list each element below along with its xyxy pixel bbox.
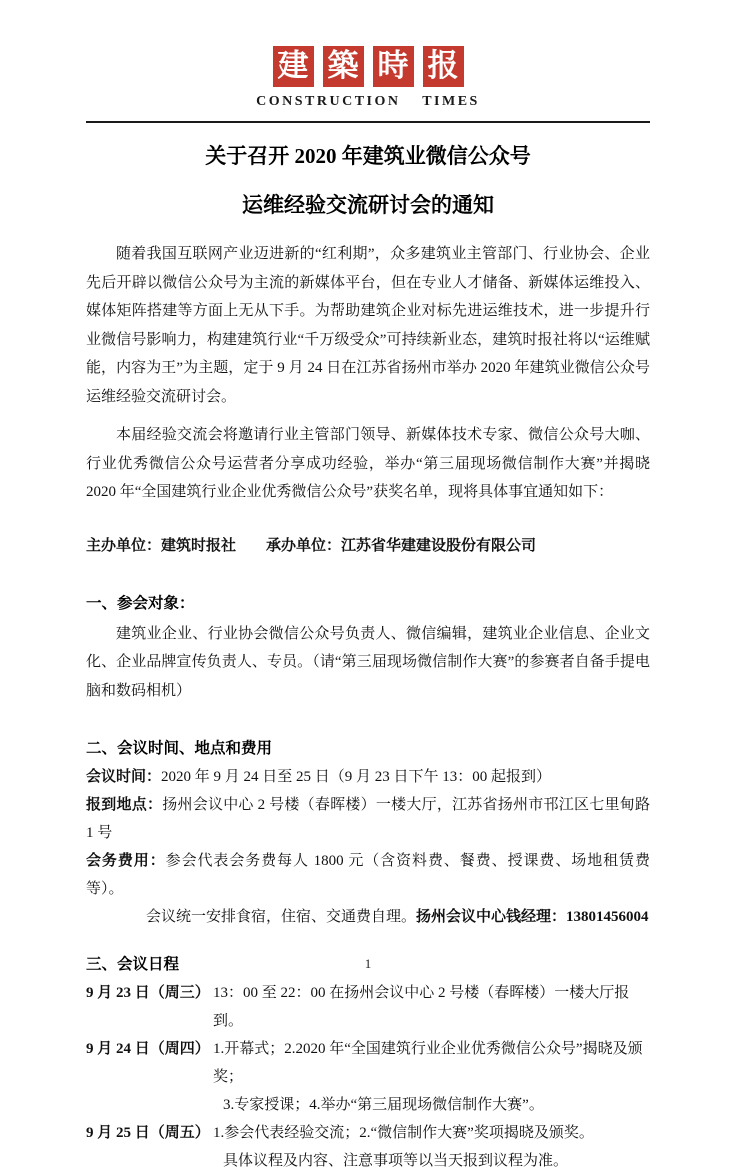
document-title-line1: 关于召开 2020 年建筑业微信公众号 [205, 144, 531, 168]
newspaper-logo [0, 0, 736, 87]
host-label: 主办单位： [86, 537, 162, 554]
document-title [86, 140, 650, 219]
logo-character-icon: 报 [423, 46, 464, 87]
schedule-note: 具体议程及内容、注意事项等以当天报到议程为准。 [223, 1153, 569, 1169]
logo-character-icon: 時 [373, 46, 414, 87]
conference-fee-value: 参会代表会务费每人 1800 元（含资料费、餐费、授课费、场地租赁费等）。 [86, 853, 650, 897]
schedule-row [86, 979, 650, 1035]
conference-fee-label: 会务费用： [86, 853, 166, 869]
lodging-note: 会议统一安排食宿，住宿、交通费自理。 [146, 909, 417, 925]
organizers-line [86, 532, 650, 560]
page-footer [0, 956, 736, 972]
contact-phone: 扬州会议中心钱经理：13801456004 [416, 909, 649, 925]
schedule-activity: 1.参会代表经验交流；2.“微信制作大赛”奖项揭晓及颁奖。 [213, 1125, 594, 1141]
schedule-row [86, 1091, 650, 1119]
masthead-divider [86, 121, 650, 123]
logo-english-name: CONSTRUCTION TIMES [256, 94, 480, 109]
checkin-location-line [86, 791, 650, 847]
checkin-location-label: 报到地点： [86, 797, 163, 813]
document-title-line2: 运维经验交流研讨会的通知 [242, 193, 494, 217]
section1-body: 建筑业企业、行业协会微信公众号负责人、微信编辑，建筑业企业信息、企业文化、企业品牌宣传负责人、专员。（请“第三届现场微信制作大赛”的参赛者自备手提电脑和数码相机） [86, 625, 650, 699]
schedule-activity: 1.开幕式；2.2020 年“全国建筑行业企业优秀微信公众号”揭晓及颁奖； [213, 1041, 643, 1085]
host-name: 建筑时报社 [161, 537, 237, 554]
undertaker-name: 江苏省华建建设股份有限公司 [341, 537, 537, 554]
schedule-date: 9 月 24 日（周四） [86, 1041, 210, 1057]
lodging-note-line [86, 903, 650, 931]
undertaker-label: 承办单位： [266, 537, 342, 554]
intro-paragraph-2: 本届经验交流会将邀请行业主管部门领导、新媒体技术专家、微信公众号大咖、行业优秀微信公众号运营者分享成功经验，举办“第三届现场微信制作大赛”并揭晓 2020 年“全国建筑行业企业优秀微信公众号”获奖名单，现将具体事宜通知如下： [86, 427, 650, 500]
schedule-date: 9 月 25 日（周五） [86, 1125, 210, 1141]
schedule-activity: 3.专家授课；4.举办“第三届现场微信制作大赛”。 [223, 1097, 544, 1113]
page-number: 1 [364, 956, 372, 971]
logo-character-icon: 築 [323, 46, 364, 87]
meeting-time-line [86, 763, 650, 791]
conference-fee-line [86, 847, 650, 903]
section2-heading: 二、会议时间、地点和费用 [86, 740, 273, 757]
logo-character-icon: 建 [273, 46, 314, 87]
section3-heading: 三、会议日程 [86, 956, 180, 973]
meeting-time-label: 会议时间： [86, 769, 162, 785]
schedule-row [86, 1035, 650, 1091]
schedule-date: 9 月 23 日（周三） [86, 985, 210, 1001]
section1-heading: 一、参会对象： [86, 594, 195, 612]
meeting-time-value: 2020 年 9 月 24 日至 25 日（9 月 23 日下午 13：00 起报到） [161, 769, 552, 785]
intro-paragraph-1: 随着我国互联网产业迈进新的“红利期”，众多建筑业主管部门、行业协会、企业先后开辟以微信公众号为主流的新媒体平台，但在专业人才储备、新媒体运维投入、媒体矩阵搭建等方面上无从下手。为帮助建筑企业对标先进运维技术，进一步提升行业微信号影响力，构建建筑行业“千万级受众”可持续新业态，建筑时报社将以“运维赋能，内容为王”为主题，定于 9 月 24 日在江苏省扬州市举办 2020 年建筑业微信公众号运维经验交流研讨会。 [86, 246, 650, 405]
schedule-activity: 13：00 至 22：00 在扬州会议中心 2 号楼（春晖楼）一楼大厅报到。 [213, 985, 630, 1029]
schedule-row [86, 1119, 650, 1147]
checkin-location-value: 扬州会议中心 2 号楼（春晖楼）一楼大厅，江苏省扬州市邗江区七里甸路 1 号 [86, 797, 650, 841]
